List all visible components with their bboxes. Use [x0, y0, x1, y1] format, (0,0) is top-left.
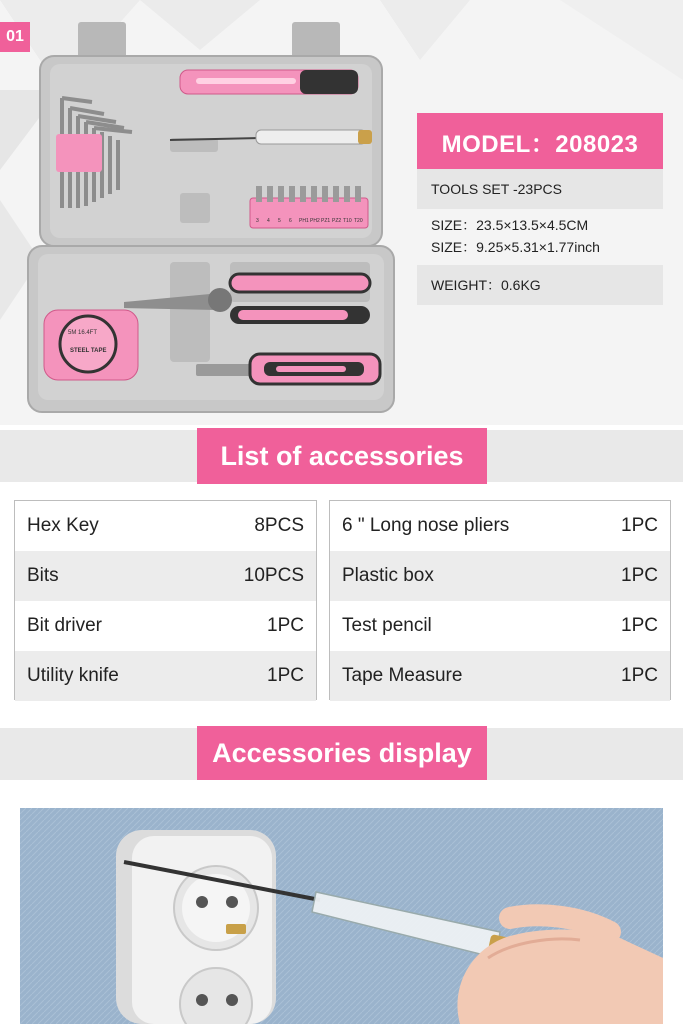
- accessories-list-title: List of accessories: [197, 428, 487, 484]
- item-name: Plastic box: [342, 565, 434, 586]
- bit-label: 4: [267, 218, 270, 224]
- accessories-table-left: [14, 500, 317, 700]
- item-qty: 1PC: [621, 615, 658, 636]
- section-number-badge: 01: [0, 22, 30, 52]
- tape-measure: [44, 310, 138, 380]
- item-name: Bit driver: [27, 615, 102, 636]
- bit-label: 3: [256, 218, 259, 224]
- item-name: 6 " Long nose pliers: [342, 515, 510, 536]
- spec-weight: WEIGHT：0.6KG: [417, 265, 663, 305]
- list-item: [330, 651, 670, 701]
- bit-label: 6: [289, 218, 292, 224]
- tool-case-image: [20, 18, 400, 418]
- spec-tools-set: TOOLS SET -23PCS: [417, 169, 663, 209]
- accessories-table-right: [329, 500, 671, 700]
- bit-label: PH2: [310, 218, 320, 224]
- test-pencil-socket-photo: [20, 808, 663, 1024]
- item-qty: 1PC: [267, 615, 304, 636]
- list-item: [330, 601, 670, 651]
- bit-label: T20: [354, 218, 363, 224]
- bit-label: PZ1: [321, 218, 331, 224]
- model-title: MODEL：208023: [417, 113, 663, 169]
- bit-label: PH1: [299, 218, 309, 224]
- tape-label: 5M 16.4FT: [68, 330, 98, 336]
- spec-size-cm: SIZE：23.5×13.5×4.5CM: [431, 217, 589, 233]
- tape-label: STEEL TAPE: [70, 348, 107, 354]
- item-qty: 1PC: [267, 665, 304, 686]
- bit-label: 5: [278, 218, 281, 224]
- spec-size-inch: SIZE：9.25×5.31×1.77inch: [431, 239, 600, 255]
- list-item: [15, 551, 316, 601]
- item-qty: 1PC: [621, 565, 658, 586]
- item-name: Hex Key: [27, 515, 99, 536]
- list-item: [15, 651, 316, 701]
- list-item: [330, 551, 670, 601]
- bit-label: T10: [343, 218, 352, 224]
- display-photo: [20, 808, 663, 1024]
- item-qty: 8PCS: [254, 515, 304, 536]
- model-spec-panel: [417, 113, 663, 305]
- product-hero: [0, 0, 683, 425]
- item-qty: 10PCS: [243, 565, 304, 586]
- item-qty: 1PC: [621, 665, 658, 686]
- item-name: Bits: [27, 565, 59, 586]
- wall-socket: [116, 830, 276, 1024]
- accessories-display-title: Accessories display: [197, 726, 487, 780]
- item-name: Test pencil: [342, 615, 432, 636]
- item-name: Utility knife: [27, 665, 119, 686]
- item-qty: 1PC: [621, 515, 658, 536]
- bit-label: PZ2: [332, 218, 342, 224]
- utility-knife: [180, 70, 358, 94]
- list-item: [15, 601, 316, 651]
- list-item: [330, 501, 670, 551]
- list-item: [15, 501, 316, 551]
- item-name: Tape Measure: [342, 665, 463, 686]
